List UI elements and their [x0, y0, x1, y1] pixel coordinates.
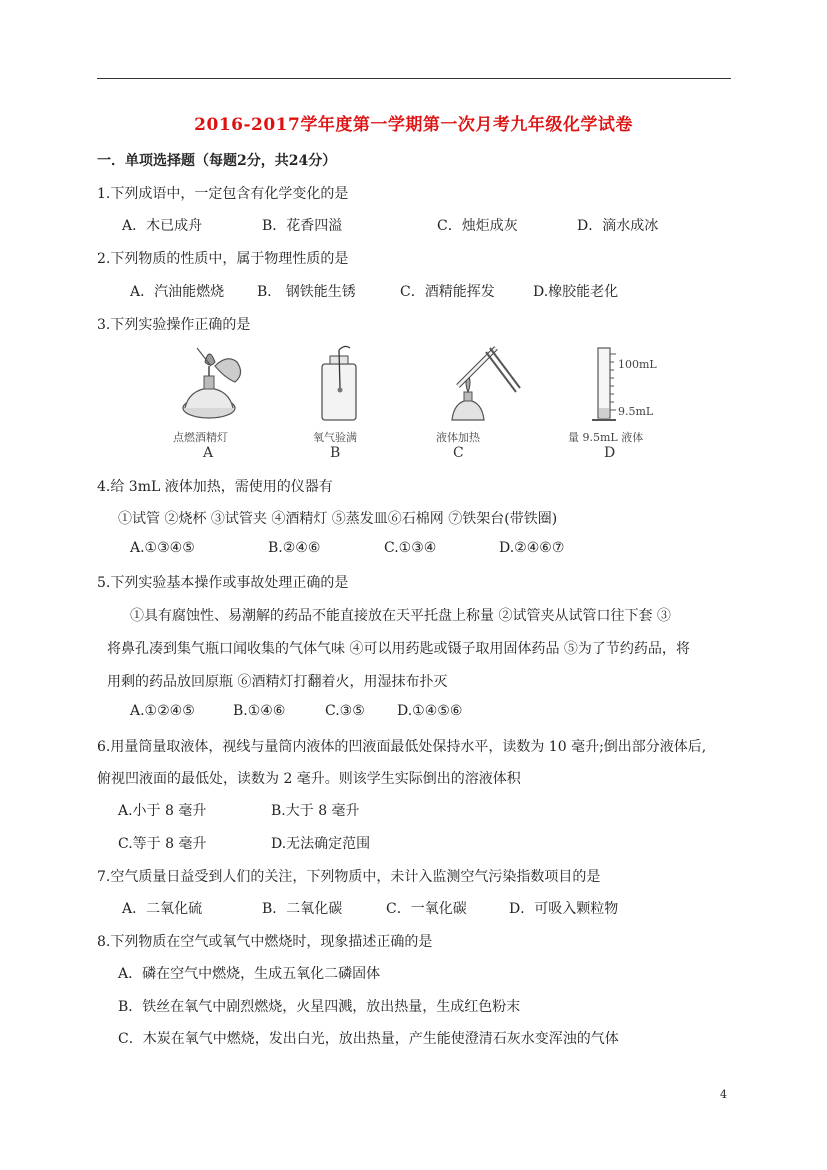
q4-option-b: B.②④⑥ [268, 540, 321, 556]
question-2-stem: 2.下列物质的性质中，属于物理性质的是 [97, 251, 349, 267]
figure-b-gas-bottle [312, 342, 372, 424]
cylinder-top-label: 100mL [618, 358, 657, 371]
q8-option-b: B．铁丝在氧气中剧烈燃烧，火星四溅，放出热量，生成红色粉末 [118, 999, 521, 1015]
header-rule [97, 78, 731, 79]
q2-option-b: B． 钢铁能生锈 [257, 284, 356, 300]
question-5-stem: 5.下列实验基本操作或事故处理正确的是 [97, 575, 349, 591]
q1-option-c: C．烛炬成灰 [437, 218, 518, 234]
figure-a-caption: 点燃酒精灯 [173, 431, 228, 444]
figure-d-letter: D [604, 445, 616, 461]
q2-option-a: A．汽油能燃烧 [130, 284, 225, 300]
q4-option-a: A.①③④⑤ [130, 540, 195, 556]
q1-option-d: D．滴水成冰 [577, 218, 659, 234]
figure-c-heating-tube [432, 340, 522, 426]
q6-option-c: C.等于 8 毫升 [118, 836, 207, 852]
question-4-stem: 4.给 3mL 液体加热，需使用的仪器有 [97, 479, 333, 495]
q6-option-d: D.无法确定范围 [271, 836, 371, 852]
figure-c-caption: 液体加热 [436, 431, 480, 444]
q7-option-c: C．一氧化碳 [386, 901, 467, 917]
figure-d-caption: 量 9.5mL 液体 [568, 431, 644, 444]
question-8-stem: 8.下列物质在空气或氧气中燃烧时，现象描述正确的是 [97, 934, 433, 950]
q4-option-c: C.①③④ [384, 540, 437, 556]
q5-option-c: C.③⑤ [325, 703, 365, 719]
q5-line-3: 用剩的药品放回原瓶 ⑥酒精灯打翻着火，用湿抹布扑灭 [107, 674, 448, 690]
q5-option-b: B.①④⑥ [233, 703, 286, 719]
figure-c-letter: C [453, 445, 464, 461]
figure-a-letter: A [203, 445, 214, 461]
question-6-line-1: 6.用量筒量取液体，视线与量筒内液体的凹液面最低处保持水平，读数为 10 毫升;倒出部分液体后, [97, 739, 707, 755]
q6-option-a: A.小于 8 毫升 [118, 803, 207, 819]
q6-option-b: B.大于 8 毫升 [271, 803, 360, 819]
q1-option-b: B．花香四溢 [262, 218, 343, 234]
q5-option-a: A.①②④⑤ [130, 703, 195, 719]
page-number: 4 [720, 1088, 727, 1101]
q2-option-d: D.橡胶能老化 [533, 284, 619, 300]
question-1-stem: 1.下列成语中，一定包含有化学变化的是 [97, 186, 349, 202]
q7-option-a: A．二氧化硫 [122, 901, 203, 917]
question-3-stem: 3.下列实验操作正确的是 [97, 317, 251, 333]
q2-option-c: C．酒精能挥发 [400, 284, 495, 300]
figure-b-caption: 氧气验满 [313, 431, 357, 444]
q4-items: ①试管 ②烧杯 ③试管夹 ④酒精灯 ⑤蒸发皿⑥石棉网 ⑦铁架台(带铁圈) [118, 511, 558, 527]
q7-option-d: D．可吸入颗粒物 [509, 901, 619, 917]
figure-a-alcohol-lamp [175, 342, 255, 424]
cylinder-mark-label: 9.5mL [618, 405, 654, 418]
q5-line-1: ①具有腐蚀性、易潮解的药品不能直接放在天平托盘上称量 ②试管夹从试管口往下套 ③ [130, 608, 671, 624]
page-title: 2016-2017学年度第一学期第一次月考九年级化学试卷 [194, 115, 633, 135]
q5-line-2: 将鼻孔凑到集气瓶口闻收集的气体气味 ④可以用药匙或镊子取用固体药品 ⑤为了节约药品，将 [107, 641, 690, 657]
question-7-stem: 7.空气质量日益受到人们的关注，下列物质中，未计入监测空气污染指数项目的是 [97, 869, 601, 885]
q7-option-b: B．二氧化碳 [262, 901, 343, 917]
q8-option-a: A．磷在空气中燃烧，生成五氧化二磷固体 [118, 966, 381, 982]
question-6-line-2: 俯视凹液面的最低处，读数为 2 毫升。则该学生实际倒出的溶液体积 [97, 771, 521, 787]
q5-option-d: D.①④⑤⑥ [397, 703, 463, 719]
figure-b-letter: B [330, 445, 341, 461]
q8-option-c: C．木炭在氧气中燃烧，发出白光，放出热量，产生能使澄清石灰水变浑浊的气体 [118, 1031, 619, 1047]
q4-option-d: D.②④⑥⑦ [499, 540, 565, 556]
section-heading: 一．单项选择题（每题2分，共24分） [97, 153, 337, 169]
q1-option-a: A．木已成舟 [122, 218, 203, 234]
